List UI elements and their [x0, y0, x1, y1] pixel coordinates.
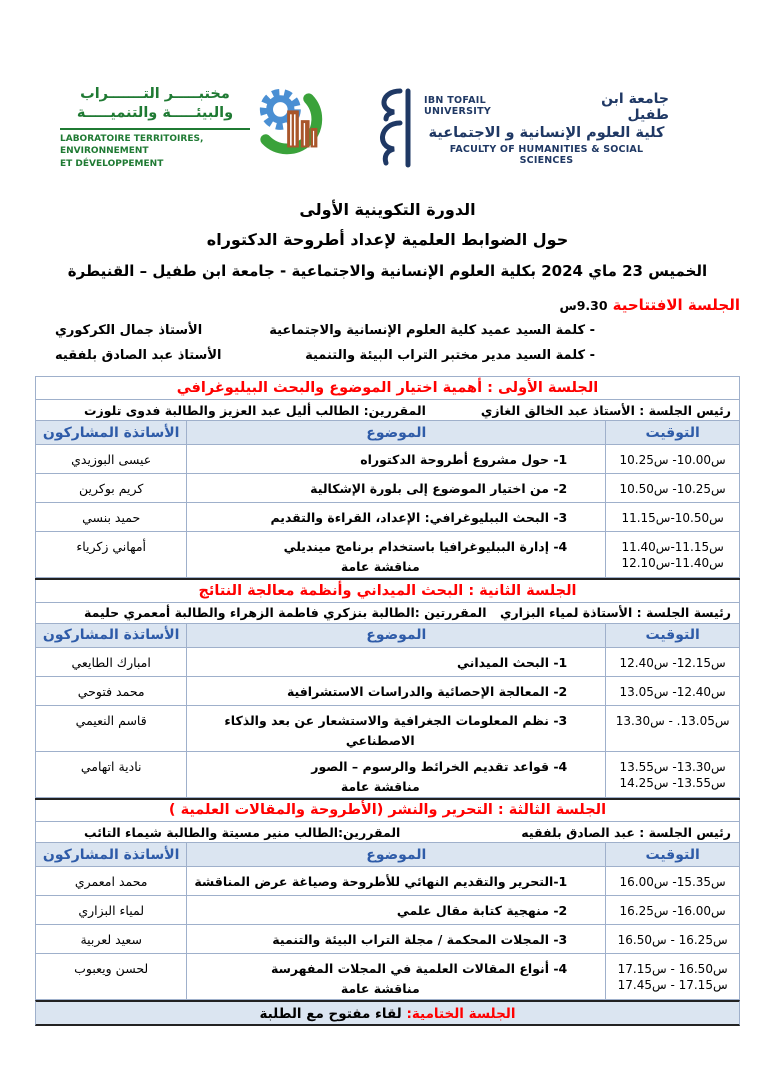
opening-item: [35, 318, 740, 343]
gear-building-leaf-icon: [254, 85, 332, 167]
row-time: س16.25 - س16.50: [617, 933, 728, 947]
col-header-participants: الأساتذة المشاركون: [36, 623, 187, 647]
table-row: [36, 503, 740, 532]
row-time: س13.05. - س13.30: [615, 713, 730, 728]
row-topic: 2- منهجية كتابة مقال علمي: [396, 903, 568, 918]
table-row: [36, 676, 740, 705]
row-time: س13.55- س14.25: [619, 775, 726, 790]
table-row: [36, 647, 740, 676]
row-participant: عيسى البوزيدي: [36, 445, 187, 474]
speaker-name: الأستاذ جمال الكركوري: [55, 323, 203, 338]
row-time: س12.15- س12.40: [619, 655, 726, 670]
row-topic: 4- أنواع المقالات العلمية في المجلات المفهرسة: [270, 961, 568, 976]
row-participant: لمياء البزاري: [36, 896, 187, 925]
table-row: [36, 867, 740, 896]
session-title: الجلسة الثانية : البحث الميداني وأنظمة معالجة النتائج: [36, 579, 740, 602]
row-topic: 4- إدارة الببليوغرافيا باستخدام برنامج مينديلي: [283, 539, 568, 554]
table-row: [36, 954, 740, 1000]
opening-item: [35, 343, 740, 368]
row-topic: 3- المجلات المحكمة / مجلة التراب البيئة والتنمية: [272, 932, 568, 947]
opening-session-title: الجلسة الافتتاحية: [612, 296, 740, 314]
row-topic: 1- حول مشروع أطروحة الدكتوراه: [360, 452, 568, 467]
row-topic-discussion: مناقشة عامة: [340, 778, 420, 794]
row-participant: امبارك الطايعي: [36, 647, 187, 676]
table-row: [36, 474, 740, 503]
university-arabic-name: جامعة ابن طفيل: [601, 90, 669, 123]
row-topic: 1-التحرير والتقديم النهائي للأطروحة وصياغة عرض المناقشة: [194, 874, 568, 889]
col-header-participants: الأساتذة المشاركون: [36, 421, 187, 445]
session-chair: رئيسة الجلسة : الأستاذة لمياء البزاري: [500, 605, 731, 620]
table-row: [36, 925, 740, 954]
laboratory-logo-text: [60, 85, 250, 170]
session-rapporteurs: المقررتين :الطالبة بنزكري فاطمة الزهراء والطالبة أمعمري حليمة: [84, 605, 487, 620]
opening-session-heading: [35, 293, 740, 318]
university-english-name: IBN TOFAIL UNIVERSITY: [424, 94, 492, 117]
row-time: س10.50-س11.15: [621, 511, 724, 525]
row-topic-continuation: الاصطناعي: [345, 732, 415, 748]
row-participant: كريم بوكرين: [36, 474, 187, 503]
closing-session-label: الجلسة الختامية:: [406, 1006, 516, 1022]
session-table-1: [35, 376, 740, 578]
doc-title-line1: الدورة التكوينية الأولى: [299, 200, 476, 219]
table-row: [36, 532, 740, 578]
faculty-arabic-name: كلية العلوم الإنسانية و الاجتماعية: [428, 124, 665, 141]
row-topic: 2- من اختيار الموضوع إلى بلورة الإشكالية: [310, 481, 568, 496]
doc-title-line3: الخميس 23 ماي 2024 بكلية العلوم الإنسانية والاجتماعية - جامعة ابن طفيل – القنيطرة: [67, 262, 708, 280]
university-monogram-icon: [370, 85, 418, 171]
col-header-topic: الموضوع: [187, 421, 606, 445]
opening-item-text: - كلمة السيد مدير مختبر التراب البيئة والتنمية: [305, 348, 595, 363]
closing-session-text: لقاء مفتوح مع الطلبة: [259, 1006, 402, 1022]
table-row: [36, 705, 740, 751]
row-topic: 2- المعالجة الإحصائية والدراسات الاستشرافية: [286, 683, 568, 699]
row-time: س17.15 - س17.45: [617, 978, 728, 992]
col-header-time: التوقيت: [606, 623, 740, 647]
laboratory-logo: [60, 85, 332, 170]
lab-french-name-line2: ENVIRONNEMENT: [60, 146, 149, 157]
row-time: س11.40-س12.10: [621, 556, 724, 570]
col-header-time: التوقيت: [606, 843, 740, 867]
lab-french-name-line1: LABORATOIRE TERRITOIRES,: [60, 133, 204, 144]
row-participant: محمد امعمري: [36, 867, 187, 896]
session-title: الجلسة الأولى : أهمية اختيار الموضوع والبحث البيليوغرافي: [36, 377, 740, 400]
row-topic: 4- قواعد تقديم الخرائط والرسوم – الصور: [311, 758, 568, 774]
row-topic: 3- البحث الببليوغرافي: الإعداد، القراءة والتقديم: [270, 510, 568, 525]
row-topic: 3- نظم المعلومات الجغرافية والاستشعار عن بعد والذكاء: [224, 712, 568, 728]
lab-french-name-line3: ET DÉVELOPPEMENT: [60, 158, 164, 169]
row-topic-discussion: مناقشة عامة: [340, 981, 420, 996]
session-rapporteurs: المقررين:الطالب منير مسيتة والطالبة شيماء التائب: [84, 824, 401, 840]
opening-session-time: 9.30س: [559, 298, 608, 313]
session-title: الجلسة الثالثة : التحرير والنشر (الأطروحة والمقالات العلمية ): [36, 799, 740, 822]
row-participant: أمهاني زكرياء: [36, 532, 187, 578]
lab-arabic-name-line2: والبيئـــــة والتنميـــــة: [76, 104, 234, 121]
row-topic-discussion: مناقشة عامة: [340, 559, 420, 574]
session-rapporteurs: المقررين: الطالب أليل عبد العزيز والطالبة فدوى تلوزت: [84, 402, 426, 418]
table-row: [36, 896, 740, 925]
opening-item-text: - كلمة السيد عميد كلية العلوم الإنسانية والاجتماعية: [269, 323, 595, 338]
document-titles: [35, 195, 740, 287]
col-header-topic: الموضوع: [187, 623, 606, 647]
col-header-participants: الأساتذة المشاركون: [36, 843, 187, 867]
university-logo-text: [424, 91, 669, 166]
row-time: س15.35- س16.00: [619, 875, 726, 889]
row-time: س10.25- س10.50: [619, 482, 726, 496]
session-table-2: [35, 578, 740, 798]
row-time: س16.50 - س17.15: [617, 962, 728, 976]
row-topic: 1- البحث الميداني: [457, 654, 568, 670]
col-header-time: التوقيت: [606, 421, 740, 445]
row-time: س13.30- س13.55: [619, 759, 726, 774]
speaker-name: الأستاذ عبد الصادق بلفقيه: [55, 348, 222, 363]
doc-title-line2: حول الضوابط العلمية لإعداد أطروحة الدكتوراه: [206, 230, 569, 249]
row-participant: حميد بنسي: [36, 503, 187, 532]
faculty-english-name: FACULTY OF HUMANITIES & SOCIAL SCIENCES: [449, 143, 644, 166]
session-chair: رئيس الجلسة : عبد الصادق بلفقيه: [521, 824, 731, 840]
row-time: س16.00- س16.25: [619, 904, 726, 918]
row-time: س11.15-س11.40: [621, 540, 724, 554]
university-logo: [370, 85, 669, 171]
session-chair: رئيس الجلسة : الأستاذ عبد الخالق الغازي: [480, 402, 731, 418]
row-participant: لحسن ويعبوب: [36, 954, 187, 1000]
table-row: [36, 445, 740, 474]
session-table-3: [35, 798, 740, 1001]
row-participant: نادية اتهامي: [36, 751, 187, 797]
logos-header: [60, 85, 743, 185]
row-time: س10.00- س10.25: [619, 453, 726, 467]
lab-arabic-name-line1: مختبـــــر التـــــــراب: [80, 86, 230, 102]
col-header-topic: الموضوع: [187, 843, 606, 867]
row-participant: قاسم النعيمي: [36, 705, 187, 751]
closing-session-banner: [35, 1000, 740, 1026]
row-time: س12.40- س13.05: [619, 684, 726, 699]
row-participant: سعيد لعربية: [36, 925, 187, 954]
row-participant: محمد فتوحي: [36, 676, 187, 705]
table-row: [36, 751, 740, 797]
